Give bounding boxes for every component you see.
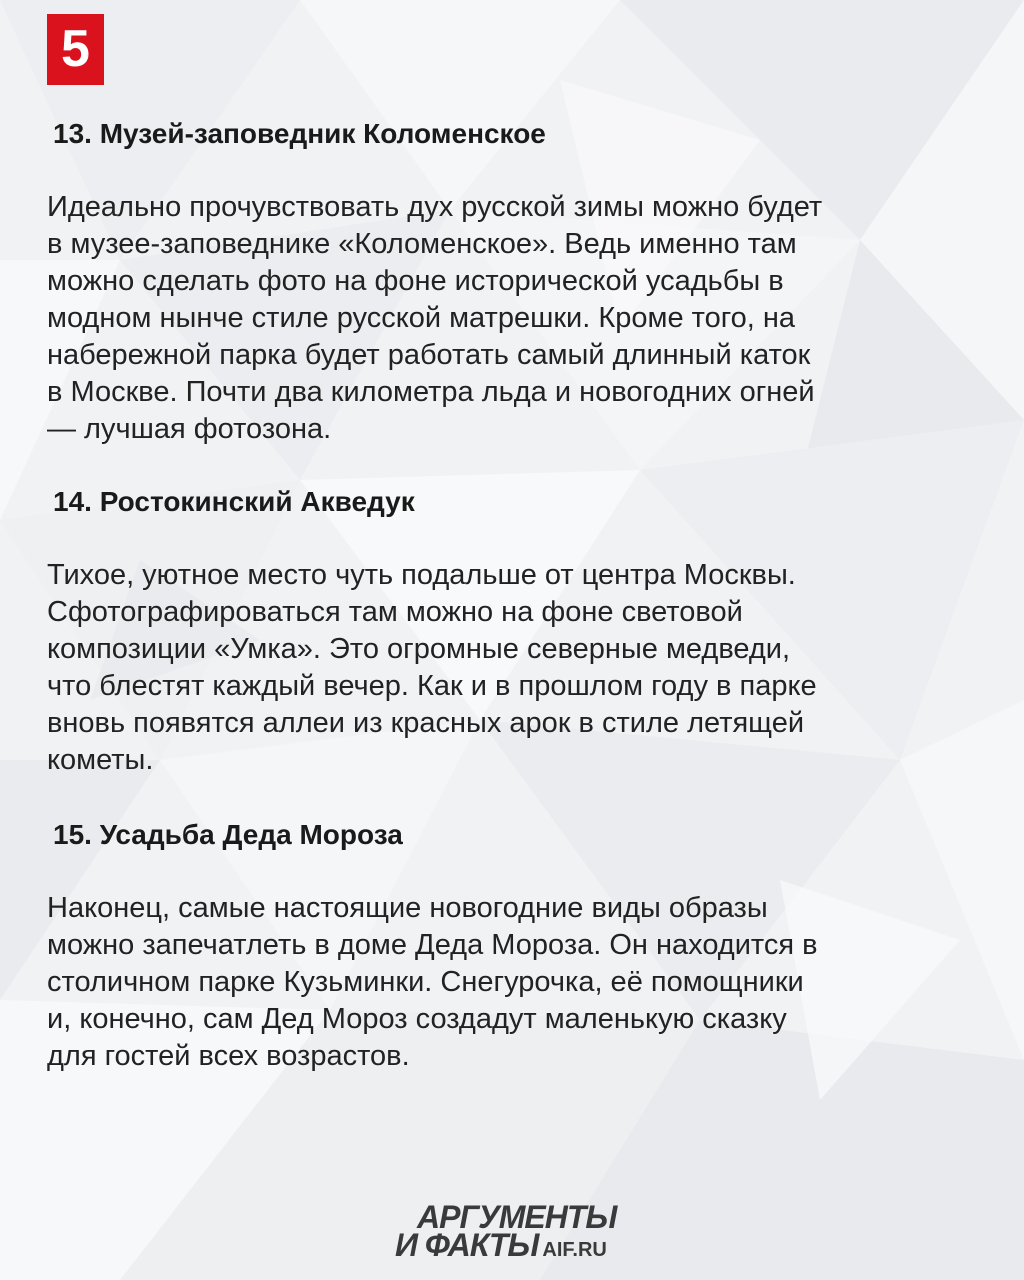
body-line: — лучшая фотозона. [47, 413, 332, 445]
section-body [47, 189, 987, 448]
logo-site: AIF.RU [542, 1239, 607, 1261]
section-body [47, 557, 987, 779]
body-line: Наконец, самые настоящие новогодние виды образы [47, 892, 768, 924]
body-line: кометы. [47, 744, 154, 776]
page-number-badge: 5 [47, 14, 104, 85]
section-title: 15. Усадьба Деда Мороза [53, 819, 403, 850]
section-body [47, 890, 987, 1075]
body-line: и, конечно, сам Дед Мороз создадут маленькую сказку [47, 1003, 787, 1035]
body-line: можно сделать фото на фоне исторической усадьбы в [47, 265, 784, 297]
logo-line-2-text: И ФАКТЫ [395, 1227, 539, 1263]
body-line: Идеально прочувствовать дух русской зимы можно будет [47, 191, 823, 223]
logo-line-1: АРГУМЕНТЫ [417, 1199, 617, 1235]
body-line: Тихое, уютное место чуть подальше от центра Москвы. [47, 559, 796, 591]
logo-line-2 [395, 1228, 607, 1267]
body-line: что блестят каждый вечер. Как и в прошлом году в парке [47, 670, 817, 702]
section-kolomenskoye [47, 116, 987, 448]
body-line: вновь появятся аллеи из красных арок в стиле летящей [47, 707, 805, 739]
body-line: набережной парка будет работать самый длинный каток [47, 339, 811, 371]
section-title: 13. Музей-заповедник Коломенское [53, 118, 546, 149]
body-line: для гостей всех возрастов. [47, 1040, 410, 1072]
body-line: можно запечатлеть в доме Деда Мороза. Он находится в [47, 929, 818, 961]
body-line: столичном парке Кузьминки. Снегурочка, её помощники [47, 966, 804, 998]
body-line: модном нынче стиле русской матрешки. Кроме того, на [47, 302, 796, 334]
body-line: в Москве. Почти два километра льда и новогодних огней [47, 376, 815, 408]
aif-logo [395, 1200, 665, 1264]
body-line: Сфотографироваться там можно на фоне световой [47, 596, 743, 628]
section-title: 14. Ростокинский Акведук [53, 486, 415, 517]
body-line: в музее-заповеднике «Коломенское». Ведь именно там [47, 228, 797, 260]
body-line: композиции «Умка». Это огромные северные медведи, [47, 633, 791, 665]
section-ded-moroz-estate [47, 817, 987, 1075]
section-rostokino-aqueduct [47, 484, 987, 779]
